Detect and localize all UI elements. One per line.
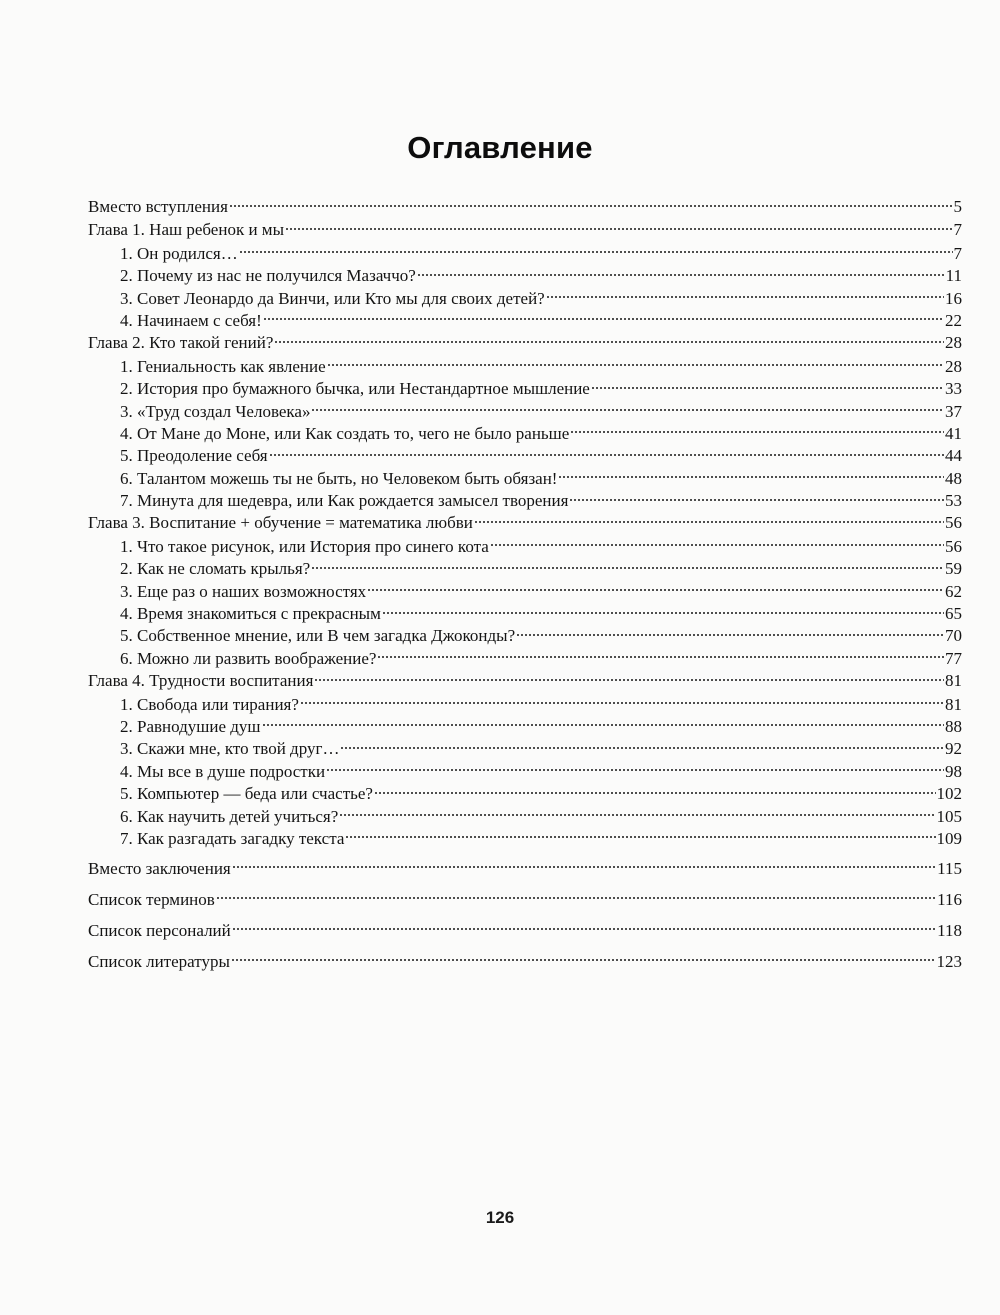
toc-subsection: [88, 581, 962, 603]
toc-entry-page: 115: [937, 858, 962, 878]
toc-entry-page: 7: [953, 243, 962, 263]
dot-leader: [274, 339, 944, 344]
toc-entry-page: 92: [945, 739, 962, 759]
table-of-contents: [88, 196, 962, 974]
toc-section: [88, 858, 962, 881]
dot-leader: [558, 475, 944, 480]
toc-entry-title: 7. Как разгадать загадку текста: [120, 828, 345, 848]
toc-entry-title: 1. Гениальность как явление: [120, 356, 326, 376]
toc-section: [88, 196, 962, 219]
toc-entry-title: 3. Скажи мне, кто твой друг…: [120, 739, 340, 759]
dot-leader: [311, 408, 944, 413]
dot-leader: [269, 452, 944, 457]
toc-entry-page: 70: [945, 626, 962, 646]
toc-section: [88, 920, 962, 943]
dot-leader: [232, 927, 936, 932]
toc-entry-title: Список терминов: [88, 889, 215, 909]
toc-entry-page: 81: [945, 694, 962, 714]
dot-leader: [326, 768, 944, 773]
toc-entry-title: 3. Еще раз о наших возможностях: [120, 581, 367, 601]
toc-entry-title: 5. Компьютер — беда или счастье?: [120, 784, 373, 804]
dot-leader: [377, 655, 944, 660]
toc-entry-page: 116: [937, 889, 962, 909]
toc-entry-page: 33: [945, 379, 962, 399]
toc-entry-page: 28: [945, 333, 962, 353]
dot-leader: [231, 958, 936, 963]
toc-entry-page: 48: [945, 468, 962, 488]
toc-section: [88, 219, 962, 242]
toc-entry-title: 1. Он родился…: [120, 243, 238, 263]
toc-entry-page: 123: [936, 951, 962, 971]
toc-entry-title: Список персоналий: [88, 920, 231, 940]
toc-subsection: [88, 378, 962, 400]
toc-subsection: [88, 356, 962, 378]
toc-section: [88, 512, 962, 535]
dot-leader: [285, 226, 953, 231]
dot-leader: [262, 723, 944, 728]
page-title: Оглавление: [407, 130, 593, 165]
toc-entry-title: 4. Мы все в душе подростки: [120, 761, 326, 781]
toc-section: [88, 332, 962, 355]
toc-entry-page: 88: [945, 716, 962, 736]
toc-entry-title: Вместо заключения: [88, 858, 231, 878]
toc-entry-page: 81: [945, 671, 962, 691]
dot-leader: [374, 790, 936, 795]
toc-entry-title: 5. Собственное мнение, или В чем загадка Джоконды?: [120, 626, 516, 646]
toc-entry-page: 44: [945, 446, 962, 466]
toc-entry-title: 2. Почему из нас не получился Мазаччо?: [120, 266, 416, 286]
toc-entry-title: 3. «Труд создал Человека»: [120, 401, 311, 421]
toc-entry-title: Глава 2. Кто такой гений?: [88, 333, 274, 353]
toc-entry-page: 11: [945, 266, 962, 286]
toc-entry-title: Глава 3. Воспитание + обучение = математика любви: [88, 513, 473, 533]
toc-entry-title: 6. Талантом можешь ты не быть, но Человеком быть обязан!: [120, 468, 558, 488]
toc-subsection: [88, 536, 962, 558]
dot-leader: [311, 565, 944, 570]
toc-subsection: [88, 558, 962, 580]
toc-entry-title: Вместо вступления: [88, 197, 228, 216]
toc-subsection: [88, 738, 962, 760]
toc-entry-title: 7. Минута для шедевра, или Как рождается замысел творения: [120, 491, 569, 511]
dot-leader: [263, 317, 944, 322]
dot-leader: [340, 745, 944, 750]
toc-subsection: [88, 445, 962, 467]
toc-entry-page: 16: [945, 288, 962, 308]
toc-entry-page: 65: [945, 604, 962, 624]
toc-subsection: [88, 694, 962, 716]
toc-entry-page: 5: [953, 197, 962, 216]
toc-entry-title: 1. Что такое рисунок, или История про синего кота: [120, 536, 489, 556]
dot-leader: [339, 813, 935, 818]
toc-entry-page: 56: [945, 536, 962, 556]
dot-leader: [232, 865, 936, 870]
dot-leader: [490, 543, 944, 548]
toc-subsection: [88, 828, 962, 850]
toc-entry-title: 5. Преодоление себя: [120, 446, 268, 466]
toc-subsection: [88, 310, 962, 332]
toc-section: [88, 889, 962, 912]
toc-entry-title: 6. Можно ли развить воображение?: [120, 648, 377, 668]
toc-subsection: [88, 490, 962, 512]
dot-leader: [570, 430, 944, 435]
toc-entry-page: 109: [936, 828, 962, 848]
dot-leader: [382, 610, 944, 615]
dot-leader: [546, 295, 944, 300]
dot-leader: [229, 203, 953, 208]
toc-section: [88, 670, 962, 693]
toc-entry-page: 7: [953, 220, 962, 240]
dot-leader: [417, 272, 945, 277]
toc-entry-page: 77: [945, 648, 962, 668]
dot-leader: [314, 677, 944, 682]
toc-subsection: [88, 265, 962, 287]
toc-subsection: [88, 716, 962, 738]
dot-leader: [239, 250, 953, 255]
toc-subsection: [88, 423, 962, 445]
toc-entry-title: Глава 1. Наш ребенок и мы: [88, 220, 284, 240]
toc-entry-page: 105: [936, 806, 962, 826]
toc-entry-title: Список литературы: [88, 951, 230, 971]
dot-leader: [474, 519, 944, 524]
dot-leader: [569, 497, 944, 502]
toc-subsection: [88, 761, 962, 783]
dot-leader: [300, 701, 944, 706]
toc-entry-page: 53: [945, 491, 962, 511]
toc-entry-page: 118: [937, 920, 962, 940]
toc-entry-page: 98: [945, 761, 962, 781]
toc-entry-title: 4. Время знакомиться с прекрасным: [120, 604, 381, 624]
toc-entry-title: 2. История про бумажного бычка, или Нестандартное мышление: [120, 379, 590, 399]
toc-entry-page: 62: [945, 581, 962, 601]
toc-entry-page: 59: [945, 559, 962, 579]
toc-subsection: [88, 625, 962, 647]
toc-entry-page: 56: [945, 513, 962, 533]
dot-leader: [516, 632, 944, 637]
page-number: 126: [485, 1208, 515, 1227]
toc-entry-page: 28: [945, 356, 962, 376]
toc-entry-page: 41: [945, 423, 962, 443]
toc-subsection: [88, 806, 962, 828]
toc-entry-title: 3. Совет Леонардо да Винчи, или Кто мы для своих детей?: [120, 288, 545, 308]
toc-subsection: [88, 783, 962, 805]
toc-subsection: [88, 603, 962, 625]
toc-subsection: [88, 243, 962, 265]
toc-entry-page: 37: [945, 401, 962, 421]
toc-entry-title: 2. Равнодушие душ: [120, 716, 261, 736]
toc-subsection: [88, 648, 962, 670]
toc-entry-page: 102: [936, 784, 962, 804]
dot-leader: [345, 835, 935, 840]
toc-entry-page: 22: [945, 310, 962, 330]
toc-subsection: [88, 401, 962, 423]
toc-entry-title: Глава 4. Трудности воспитания: [88, 671, 314, 691]
toc-entry-title: 4. От Мане до Моне, или Как создать то, чего не было раньше: [120, 423, 570, 443]
toc-subsection: [88, 288, 962, 310]
dot-leader: [591, 385, 944, 390]
toc-entry-title: 4. Начинаем с себя!: [120, 310, 262, 330]
dot-leader: [327, 363, 944, 368]
dot-leader: [367, 588, 944, 593]
toc-entry-title: 1. Свобода или тирания?: [120, 694, 299, 714]
toc-section: [88, 951, 962, 974]
toc-subsection: [88, 468, 962, 490]
toc-entry-title: 6. Как научить детей учиться?: [120, 806, 339, 826]
toc-entry-title: 2. Как не сломать крылья?: [120, 559, 311, 579]
dot-leader: [216, 896, 936, 901]
